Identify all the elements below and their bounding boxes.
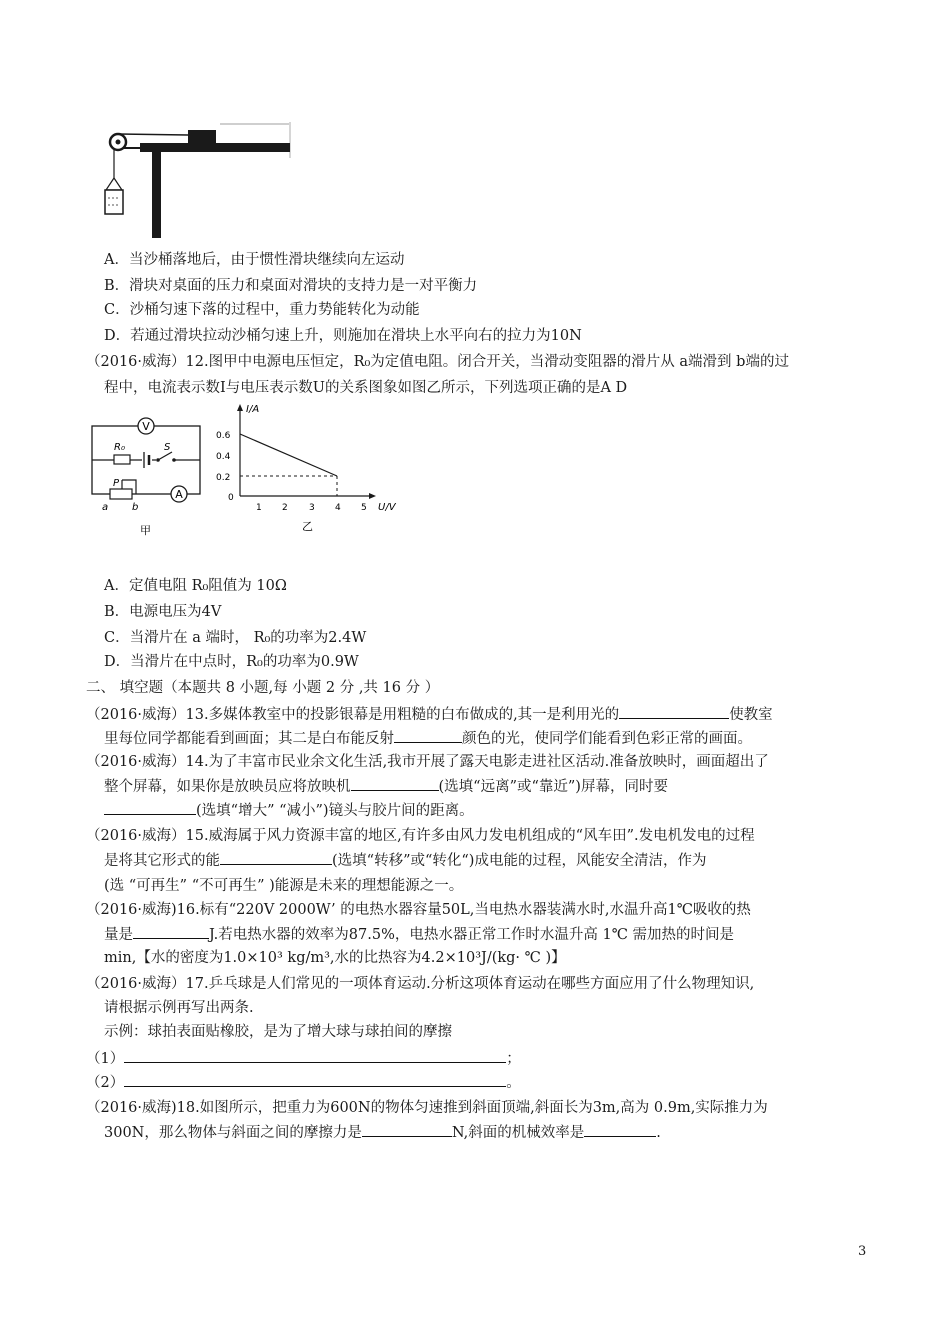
q15-line3: (选 “可再生” “不可再生” )能源是未来的理想能源之一。	[104, 878, 464, 894]
q13-blank-1[interactable]	[619, 704, 729, 719]
q14-blank-2[interactable]	[104, 800, 196, 815]
q13-blank-2[interactable]	[394, 728, 462, 743]
r0-label: R₀	[114, 442, 125, 453]
q12-option-c: C．当滑片在 a 端时， R₀的功率为2.4W	[104, 630, 367, 646]
y-tick-04: 0.4	[216, 452, 231, 462]
y-tick-02: 0.2	[216, 473, 231, 483]
q14-blank-1[interactable]	[351, 776, 439, 791]
q16-line1: （2016·威海)16.标有“220V 2000W’ 的电热水器容量50L,当电热水器装满水时,水温升高1℃吸收的热	[86, 902, 751, 918]
q13-line2: 里每位同学都能看到画面；其二是白布能反射 颜色的光，使同学们能看到色彩正常的画面。	[104, 728, 752, 749]
switch-label: S	[164, 442, 171, 453]
q18-line1: （2016·威海)18.如图所示，把重力为600N的物体匀速推到斜面顶端,斜面长为3m,高为 0.9m,实际推力为	[86, 1100, 768, 1116]
q12-stem-line1: （2016·威海）12.图甲中电源电压恒定，R₀为定值电阻。闭合开关，当滑动变阻器的滑片从 a端滑到 b端的过	[86, 354, 789, 370]
q17-example: 示例：球拍表面贴橡胶，是为了增大球与球拍间的摩擦	[104, 1024, 452, 1040]
q12-stem-line2: 程中，电流表示数I与电压表示数U的关系图象如图乙所示，下列选项正确的是A D	[104, 380, 628, 396]
q11-option-a: A．当沙桶落地后，由于惯性滑块继续向左运动	[104, 252, 405, 268]
q18-blank-1[interactable]	[362, 1122, 452, 1137]
x-tick-1: 1	[256, 503, 262, 513]
q13-line1: （2016·威海）13.多媒体教室中的投影银幕是用粗糙的白布做成的,其一是利用光的 使教室	[86, 704, 773, 725]
q11-option-b: B．滑块对桌面的压力和桌面对滑块的支持力是一对平衡力	[104, 278, 478, 294]
section-heading-fill-blank: 二、 填空题（本题共 8 小题,每 小题 2 分 ,共 16 分 ）	[86, 680, 440, 696]
pulley-block-figure	[100, 118, 300, 240]
q11-option-d: D．若通过滑块拉动沙桶匀速上升，则施加在滑块上水平向右的拉力为10N	[104, 328, 582, 344]
voltmeter-label: V	[142, 420, 150, 433]
q12-option-d: D．当滑片在中点时，R₀的功率为0.9W	[104, 654, 359, 670]
q17-blank-2[interactable]	[124, 1072, 506, 1087]
x-tick-4: 4	[335, 503, 341, 513]
q15-blank-1[interactable]	[220, 850, 332, 865]
q11-option-c: C．沙桶匀速下落的过程中，重力势能转化为动能	[104, 302, 420, 318]
x-tick-3: 3	[309, 503, 315, 513]
q17-answer-1: （1） ；	[86, 1048, 521, 1069]
page-number: 3	[858, 1244, 867, 1259]
iu-graph	[212, 400, 402, 540]
q16-line2: 量是 J.若电热水器的效率为87.5%，电热水器正常工作时水温升高 1℃ 需加热的时间是	[104, 924, 734, 945]
q14-line3: (选填“增大” “减小”)镜头与胶片间的距离。	[104, 800, 474, 821]
ammeter-label: A	[175, 488, 183, 501]
q12-option-a: A．定值电阻 R₀阻值为 10Ω	[104, 578, 287, 594]
slider-p-label: P	[113, 478, 120, 489]
x-axis-label: U/V	[378, 502, 396, 513]
q17-line2: 请根据示例再写出两条.	[104, 1000, 254, 1016]
x-tick-5: 5	[361, 503, 367, 513]
q15-line1: （2016·威海）15.威海属于风力资源丰富的地区,有许多由风力发电机组成的“风车田”.发电机发电的过程	[86, 828, 755, 844]
q17-blank-1[interactable]	[124, 1048, 506, 1063]
x-tick-2: 2	[282, 503, 288, 513]
q14-line2: 整个屏幕，如果你是放映员应将放映机 (选填“远离”或“靠近”)屏幕，同时要	[104, 776, 668, 797]
q18-line2: 300N，那么物体与斜面之间的摩擦力是 N,斜面的机械效率是 .	[104, 1122, 661, 1143]
q18-blank-2[interactable]	[584, 1122, 656, 1137]
circuit-caption: 甲	[140, 524, 151, 537]
q16-blank-1[interactable]	[133, 924, 209, 939]
q16-line3: min,【水的密度为1.0×10³ kg/m³,水的比热容为4.2×10³J/(kg· ℃ )】	[104, 950, 566, 966]
q17-answer-2: （2） 。	[86, 1072, 521, 1093]
q14-line1: （2016·威海）14.为了丰富市民业余文化生活,我市开展了露天电影走进社区活动.准备放映时，画面超出了	[86, 754, 769, 770]
circuit-diagram	[88, 410, 213, 540]
q17-line1: （2016·威海）17.乒乓球是人们常见的一项体育运动.分析这项体育运动在哪些方面应用了什么物理知识,	[86, 976, 755, 992]
q15-line2: 是将其它形式的能 (选填“转移”或“转化“)成电能的过程，风能安全清洁，作为	[104, 850, 706, 871]
origin-label: 0	[228, 493, 234, 503]
end-b-label: b	[132, 502, 139, 513]
q12-option-b: B．电源电压为4V	[104, 604, 222, 620]
y-tick-06: 0.6	[216, 431, 231, 441]
graph-caption: 乙	[302, 520, 313, 533]
end-a-label: a	[102, 502, 109, 513]
y-axis-label: I/A	[246, 404, 260, 415]
